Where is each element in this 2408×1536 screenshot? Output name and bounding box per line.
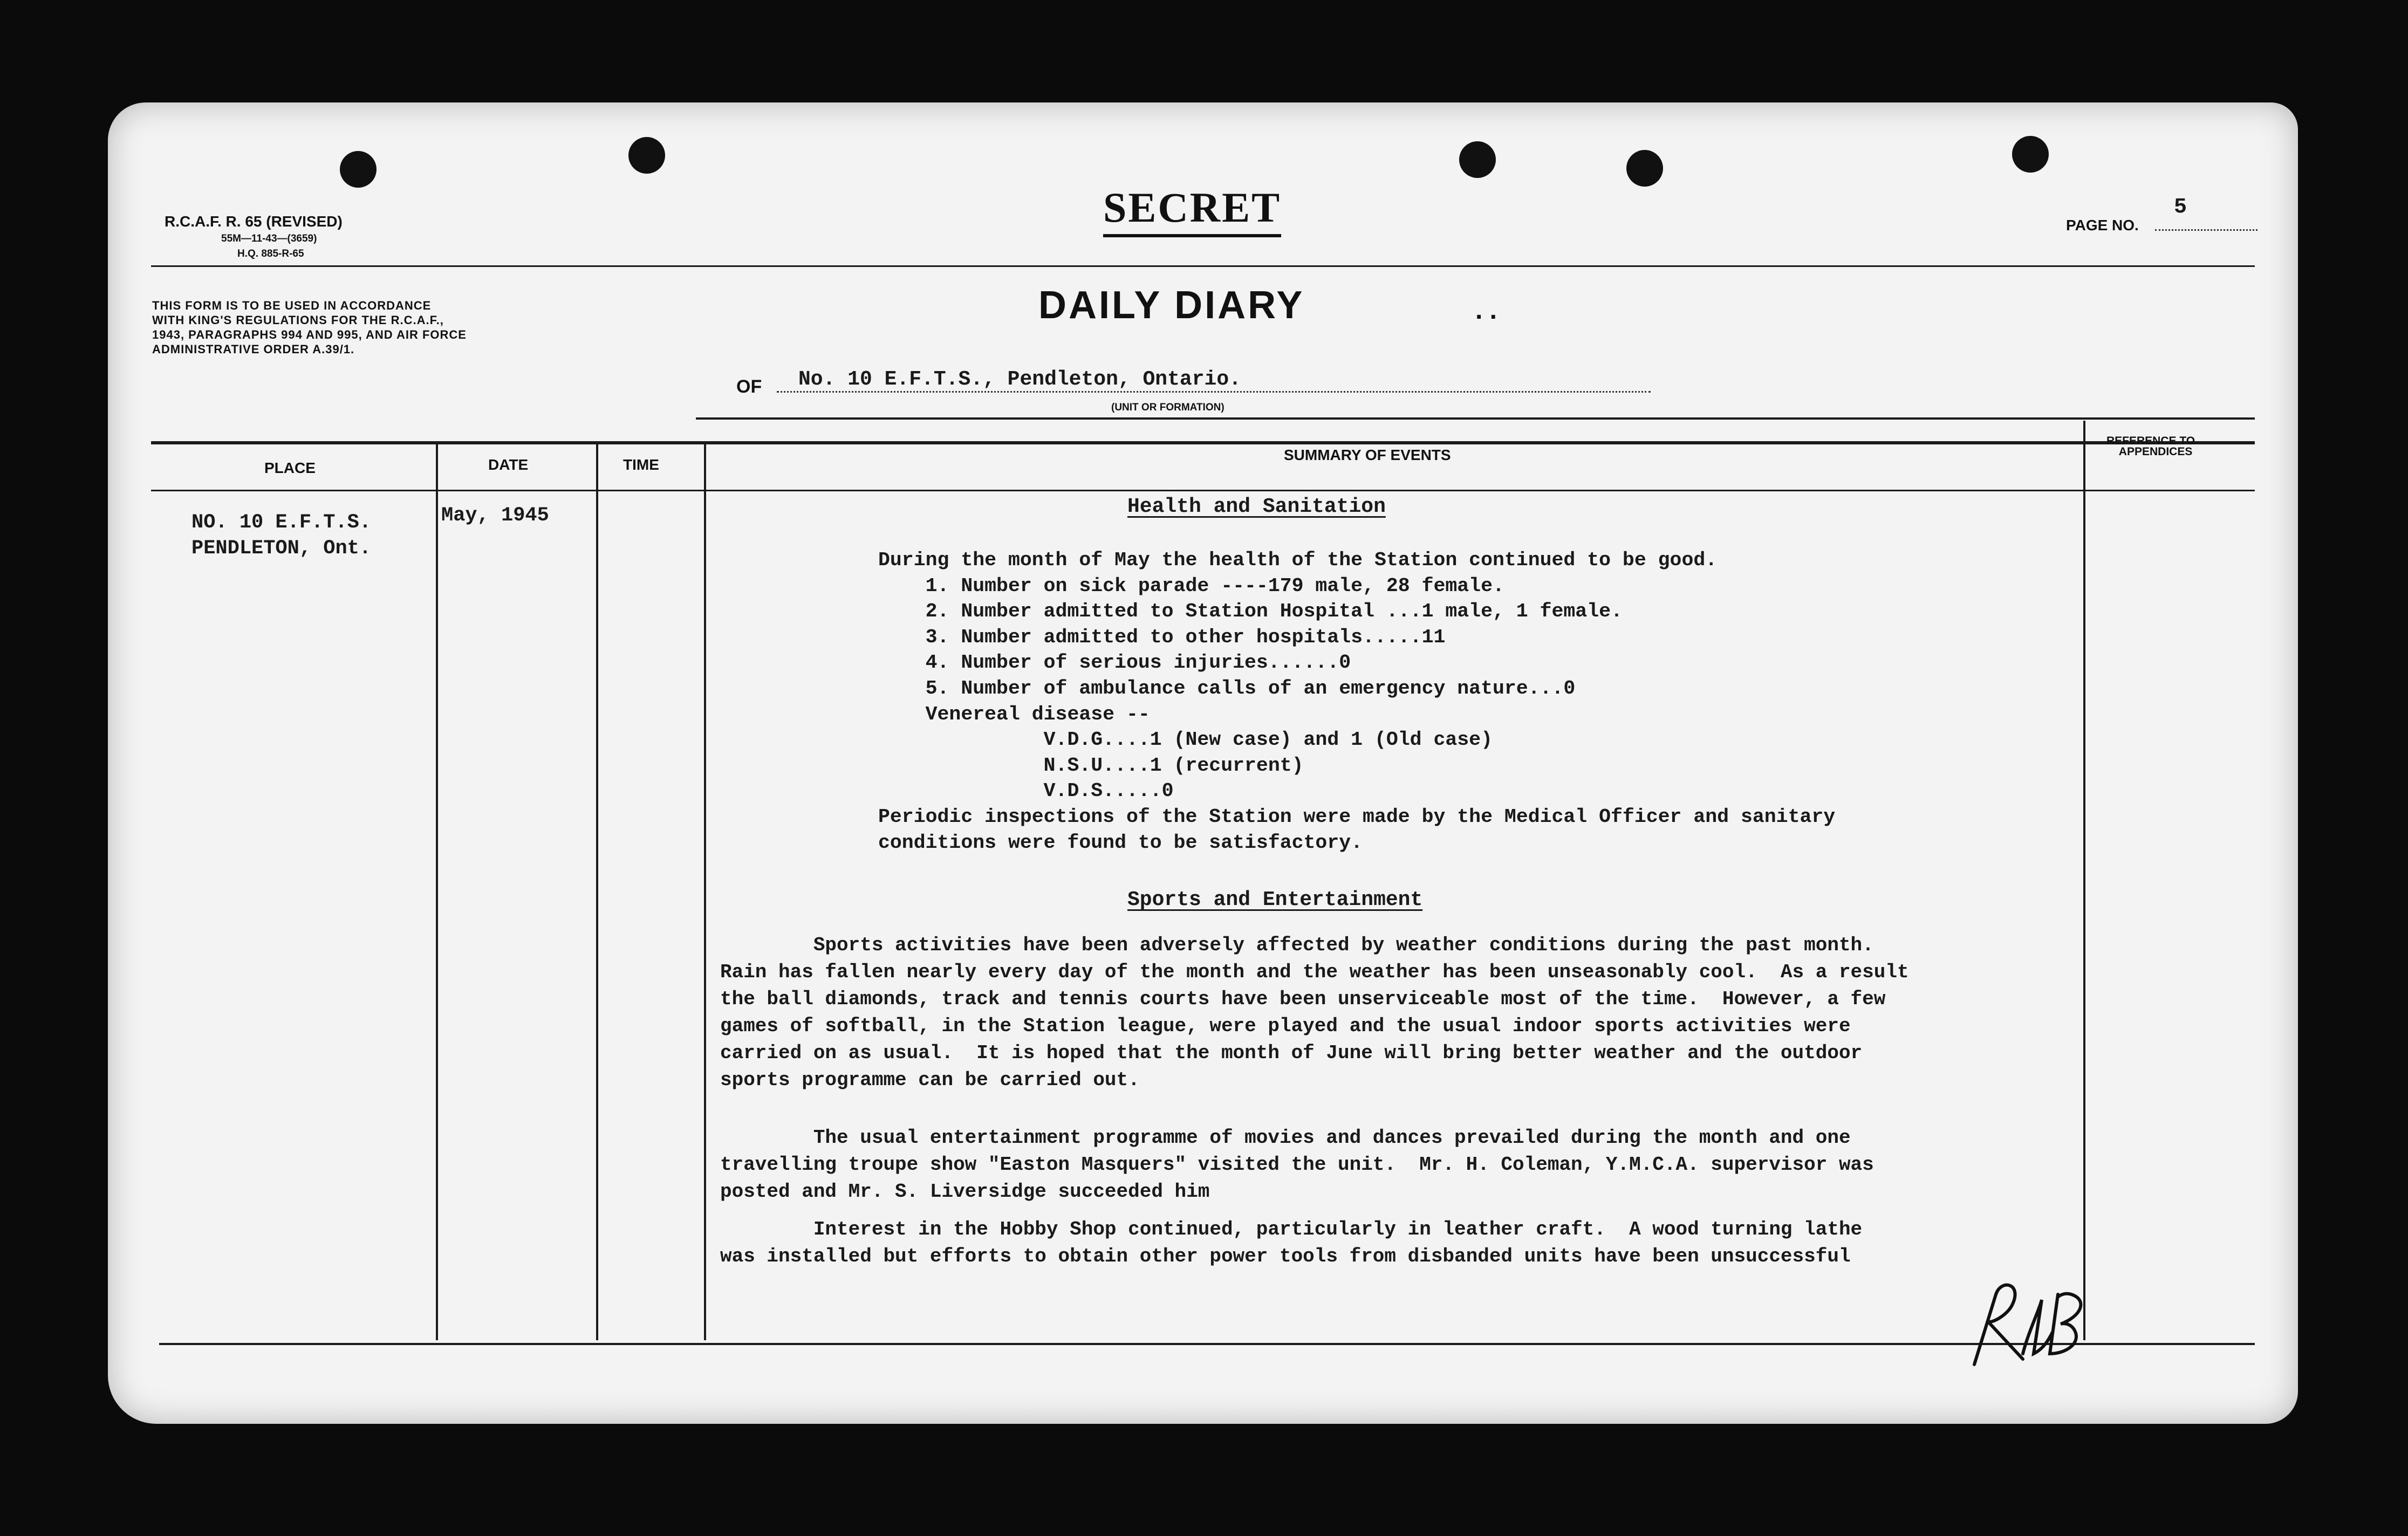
entertainment-paragraph: [720, 1124, 1874, 1205]
instruction-line: THIS FORM IS TO BE USED IN ACCORDANCE: [152, 299, 432, 312]
health-section: [878, 547, 1835, 855]
paragraph-line: carried on as usual. It is hoped that the month of June will bring better weather and the outdoor: [720, 1042, 1863, 1064]
column-header-time: TIME: [623, 456, 659, 473]
health-line: 1. Number on sick parade ----179 male, 28 female.: [878, 574, 1504, 597]
column-divider: [596, 442, 598, 1340]
column-divider: [436, 442, 438, 1340]
unit-line: [777, 391, 1651, 393]
date-entry: May, 1945: [441, 504, 549, 527]
instruction-line: ADMINISTRATIVE ORDER A.39/1.: [152, 342, 355, 356]
paragraph-line: was installed but efforts to obtain other power tools from disbanded units have been unsuccessful: [720, 1245, 1851, 1267]
sports-heading: Sports and Entertainment: [1127, 888, 1423, 911]
punch-hole: [2012, 136, 2049, 173]
paragraph-line: Sports activities have been adversely affected by weather conditions during the past month.: [720, 934, 1874, 956]
column-header-summary: SUMMARY OF EVENTS: [1284, 447, 1451, 463]
column-divider: [2083, 421, 2085, 1340]
instruction-line: WITH KING'S REGULATIONS FOR THE R.C.A.F.,: [152, 313, 444, 327]
paragraph-line: The usual entertainment programme of movies and dances prevailed during the month and one: [720, 1127, 1851, 1149]
column-header-place: PLACE: [264, 460, 316, 476]
health-line: V.D.G....1 (New case) and 1 (Old case): [878, 729, 1493, 751]
form-code-2: H.Q. 885-R-65: [237, 248, 304, 259]
hobby-paragraph: [720, 1216, 1862, 1270]
classification-stamp: SECRET: [1103, 183, 1281, 237]
unit-name: No. 10 E.F.T.S., Pendleton, Ontario.: [798, 368, 1241, 391]
page-number-line: [2155, 229, 2258, 231]
form-number: R.C.A.F. R. 65 (REVISED): [165, 213, 343, 230]
form-instructions: [152, 298, 467, 356]
of-label: OF: [736, 376, 762, 397]
paragraph-line: Interest in the Hobby Shop continued, particularly in leather craft. A wood turning lathe: [720, 1218, 1863, 1240]
table-top-rule: [151, 441, 2255, 444]
place-line: NO. 10 E.F.T.S.: [191, 511, 372, 534]
table-bottom-rule: [159, 1343, 2255, 1345]
signature-initials: [1958, 1273, 2098, 1375]
page-number-label: PAGE NO.: [2066, 217, 2139, 234]
column-divider: [704, 442, 706, 1340]
health-line: Venereal disease --: [878, 703, 1150, 725]
reference-header-line: APPENDICES: [2118, 445, 2193, 458]
sports-paragraph: [720, 932, 1909, 1094]
health-line: V.D.S.....0: [878, 780, 1174, 803]
paragraph-line: Rain has fallen nearly every day of the month and the weather has been unseasonably cool. As a result: [720, 961, 1909, 983]
health-line: 3. Number admitted to other hospitals.....11: [878, 626, 1446, 648]
health-line: N.S.U....1 (recurrent): [878, 754, 1304, 777]
paragraph-line: games of softball, in the Station league, were played and the usual indoor sports activities were: [720, 1015, 1851, 1037]
unit-caption: (UNIT OR FORMATION): [1111, 402, 1224, 413]
column-header-reference: [2106, 436, 2195, 457]
punch-hole: [1626, 150, 1663, 187]
health-line: 4. Number of serious injuries......0: [878, 652, 1351, 674]
table-top-rule: [696, 417, 2255, 420]
paragraph-line: posted and Mr. S. Liversidge succeeded him: [720, 1181, 1210, 1203]
header-bottom-rule: [151, 490, 2255, 491]
form-title: DAILY DIARY: [1038, 284, 1305, 327]
place-entry: [191, 510, 371, 561]
paragraph-line: the ball diamonds, track and tennis courts have been unserviceable most of the time. However, a few: [720, 988, 1886, 1010]
health-line: 2. Number admitted to Station Hospital ...1 male, 1 female.: [878, 600, 1623, 623]
health-line: conditions were found to be satisfactory.: [878, 831, 1363, 854]
health-heading: Health and Sanitation: [1127, 495, 1386, 518]
health-line: During the month of May the health of the Station continued to be good.: [878, 549, 1718, 571]
title-marks: . .: [1475, 296, 1497, 325]
place-line: PENDLETON, Ont.: [191, 537, 372, 560]
reference-header-line: REFERENCE TO: [2106, 435, 2195, 447]
punch-hole: [340, 151, 377, 188]
paragraph-line: sports programme can be carried out.: [720, 1069, 1140, 1091]
instruction-line: 1943, PARAGRAPHS 994 AND 995, AND AIR FORCE: [152, 328, 467, 341]
health-line: 5. Number of ambulance calls of an emergency nature...0: [878, 677, 1576, 700]
health-line: Periodic inspections of the Station were made by the Medical Officer and sanitary: [878, 805, 1836, 828]
punch-hole: [628, 137, 665, 174]
column-header-date: DATE: [488, 456, 529, 473]
punch-hole: [1459, 141, 1496, 178]
header-rule: [151, 265, 2255, 267]
paragraph-line: travelling troupe show "Easton Masquers" visited the unit. Mr. H. Coleman, Y.M.C.A. supervisor was: [720, 1154, 1874, 1176]
page-number: 5: [2174, 195, 2187, 220]
form-code-1: 55M—11-43—(3659): [221, 233, 317, 244]
